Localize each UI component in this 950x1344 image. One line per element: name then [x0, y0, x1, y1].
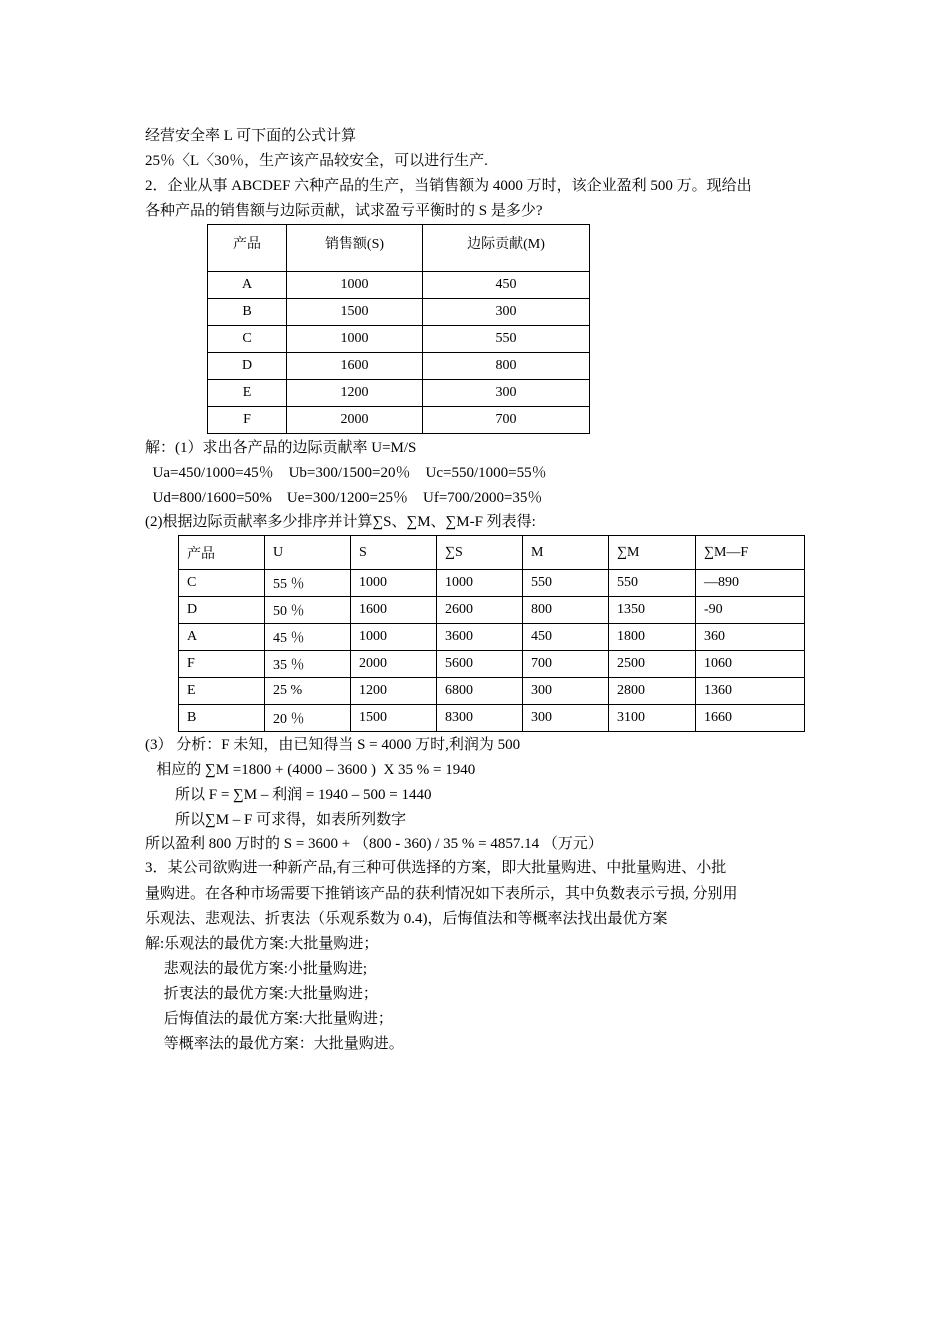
table-cell: A [179, 624, 265, 651]
table-row [208, 407, 590, 434]
table-cell: 1000 [351, 624, 437, 651]
table-cell: 2000 [287, 407, 423, 434]
table-cell: 1000 [351, 570, 437, 597]
table-cell: 700 [423, 407, 590, 434]
table-cell: 1800 [609, 624, 696, 651]
line-2: 25％〈L〈30％，生产该产品较安全，可以进行生产. [145, 153, 488, 169]
table-cell: 2500 [609, 651, 696, 678]
header-cell: 产品 [208, 225, 287, 272]
table-cell: 8300 [437, 705, 523, 732]
table-row [179, 651, 805, 678]
table-cell: 5600 [437, 651, 523, 678]
table-cell: 1200 [351, 678, 437, 705]
line-20: 后悔值法的最优方案:大批量购进； [145, 1011, 393, 1027]
table-cell: 3600 [437, 624, 523, 651]
table-cell: 1000 [437, 570, 523, 597]
table-cell: B [179, 705, 265, 732]
table-cell: D [208, 353, 287, 380]
table-cell: 1060 [696, 651, 805, 678]
table-cell: 25 % [265, 678, 351, 705]
table-cell: 55 ％ [265, 570, 351, 597]
table-cell: 2000 [351, 651, 437, 678]
line-5: 解：(1）求出各产品的边际贡献率 U=M/S [145, 440, 417, 456]
header-cell: 产品 [179, 536, 265, 570]
header-cell: ∑M [609, 536, 696, 570]
table-cell: 360 [696, 624, 805, 651]
table-row [179, 678, 805, 705]
table-cell: 50 ％ [265, 597, 351, 624]
table-cell: 1600 [351, 597, 437, 624]
table-cell: D [179, 597, 265, 624]
table-row [208, 380, 590, 407]
table-cell: F [208, 407, 287, 434]
table-cell: 3100 [609, 705, 696, 732]
table-cell: 1200 [287, 380, 423, 407]
table-cell: 450 [523, 624, 609, 651]
line-8: (2)根据边际贡献率多少排序并计算∑S、∑M、∑M-F 列表得: [145, 514, 536, 530]
table-row [179, 597, 805, 624]
table-cell: 1350 [609, 597, 696, 624]
line-17: 解:乐观法的最优方案:大批量购进； [145, 936, 379, 952]
table-cell: 800 [523, 597, 609, 624]
table-cell: 1360 [696, 678, 805, 705]
table-cell: 300 [523, 678, 609, 705]
table-cell: C [208, 326, 287, 353]
table-cell: 1660 [696, 705, 805, 732]
table-cell: 300 [423, 380, 590, 407]
table-cell: 2800 [609, 678, 696, 705]
table-cell: 6800 [437, 678, 523, 705]
table-cell: E [208, 380, 287, 407]
table-cell: 550 [609, 570, 696, 597]
table-cell: C [179, 570, 265, 597]
table-cell: 550 [423, 326, 590, 353]
table-cell: 1000 [287, 326, 423, 353]
table-cell: F [179, 651, 265, 678]
table-cell: 300 [523, 705, 609, 732]
line-10: 相应的 ∑M =1800 + (4000 – 3600 ) X 35 % = 1940 [145, 762, 476, 778]
table-cell: -90 [696, 597, 805, 624]
table-row [179, 570, 805, 597]
line-7: Ud=800/1600=50% Ue=300/1200=25％ Uf=700/2000=35％ [145, 490, 543, 506]
header-cell: 销售额(S) [287, 225, 423, 272]
header-cell: S [351, 536, 437, 570]
line-13: 所以盈利 800 万时的 S = 3600 + （800 - 360) / 35 % = 4857.14 （万元） [145, 836, 603, 852]
line-19: 折衷法的最优方案:大批量购进； [145, 986, 378, 1002]
table-header-row [208, 225, 590, 272]
table-header-row [179, 536, 805, 570]
line-9: (3） 分析：F 未知，由已知得当 S = 4000 万时,利润为 500 [145, 737, 521, 753]
table-row [208, 272, 590, 299]
header-cell: 边际贡献(M) [423, 225, 590, 272]
table-cell: E [179, 678, 265, 705]
header-cell: U [265, 536, 351, 570]
line-16: 乐观法、悲观法、折衷法（乐观系数为 0.4)，后悔值法和等概率法找出最优方案 [145, 911, 668, 927]
table-cell: —890 [696, 570, 805, 597]
line-4: 各种产品的销售额与边际贡献，试求盈亏平衡时的 S 是多少? [145, 203, 543, 219]
table-cell: 300 [423, 299, 590, 326]
cumulative-table [178, 535, 805, 732]
table-cell: 450 [423, 272, 590, 299]
table-cell: 20 ％ [265, 705, 351, 732]
table-row [208, 326, 590, 353]
table-cell: 1500 [351, 705, 437, 732]
table-row [179, 624, 805, 651]
table-cell: 35 ％ [265, 651, 351, 678]
table-row [208, 353, 590, 380]
table-cell: 700 [523, 651, 609, 678]
table-cell: 45 ％ [265, 624, 351, 651]
table-cell: 1000 [287, 272, 423, 299]
table-cell: B [208, 299, 287, 326]
table-cell: 800 [423, 353, 590, 380]
header-cell: ∑S [437, 536, 523, 570]
table-cell: 550 [523, 570, 609, 597]
header-cell: ∑M—F [696, 536, 805, 570]
table-cell: 1600 [287, 353, 423, 380]
line-12: 所以∑M – F 可求得，如表所列数字 [145, 812, 407, 828]
table-cell: A [208, 272, 287, 299]
table-cell: 1500 [287, 299, 423, 326]
line-11: 所以 F = ∑M – 利润 = 1940 – 500 = 1440 [145, 787, 432, 803]
line-14: 3．某公司欲购进一种新产品,有三种可供选择的方案，即大批量购进、中批量购进、小批 [145, 860, 727, 876]
header-cell: M [523, 536, 609, 570]
line-18: 悲观法的最优方案:小批量购进; [145, 961, 368, 977]
sales-margin-table [207, 224, 590, 434]
line-3: 2．企业从事 ABCDEF 六种产品的生产，当销售额为 4000 万时，该企业盈利 500 万。现给出 [145, 178, 752, 194]
line-6: Ua=450/1000=45％ Ub=300/1500=20％ Uc=550/1000=55％ [145, 465, 547, 481]
table-row [208, 299, 590, 326]
line-21: 等概率法的最优方案：大批量购进。 [145, 1036, 404, 1052]
table-cell: 2600 [437, 597, 523, 624]
table-row [179, 705, 805, 732]
line-15: 量购进。在各种市场需要下推销该产品的获利情况如下表所示，其中负数表示亏损, 分别用 [145, 886, 738, 902]
line-1: 经营安全率 L 可下面的公式计算 [145, 128, 357, 144]
